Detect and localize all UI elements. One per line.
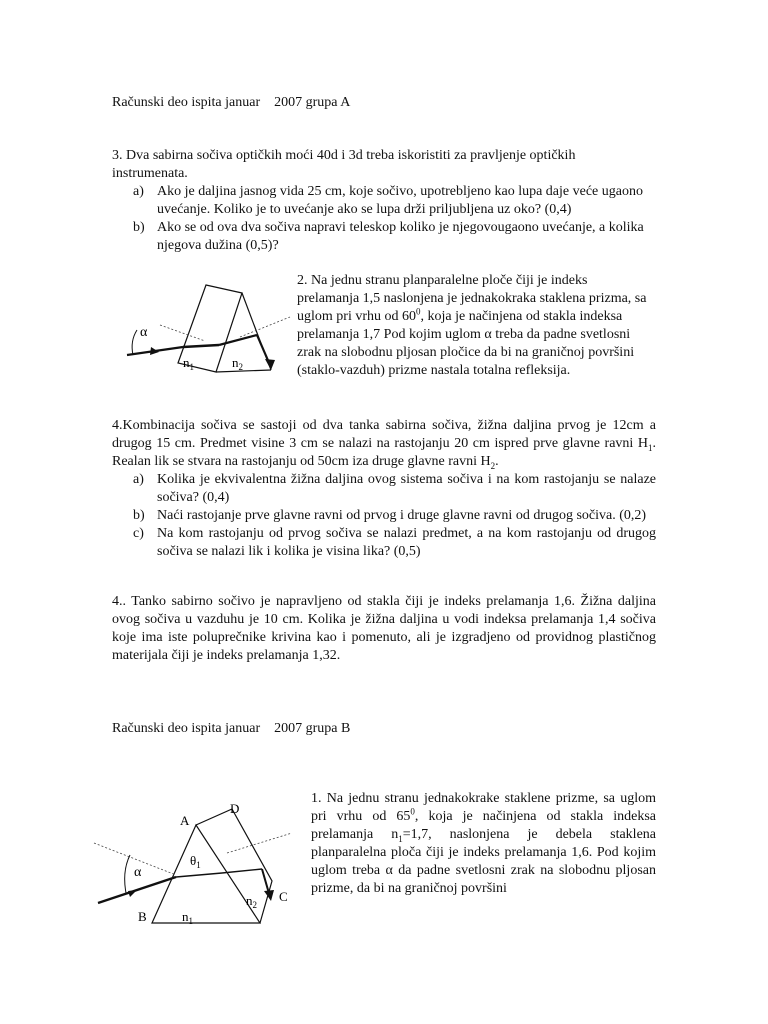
prism-base [216, 370, 271, 372]
item-marker: a) [133, 472, 144, 487]
n1-label: $n_1$ [183, 355, 194, 372]
ray-arrow [128, 890, 137, 897]
problem-3 [112, 147, 652, 255]
refracted-ray-2 [222, 869, 262, 873]
problem-2-text: 2. Na jednu stranu planparalelne ploče čiji je indeks prelamanja 1,5 naslonjena je jednakokraka staklena prizma, sa uglom pri vrhu od $60^0$, koja je načinjena od stakla indeksa prelamanja 1,7 Pod kojim uglom α treba da padne svetlosni zrak na slobodnu pljosan pločice da bi na graničnoj površini (staklo-vazduh) prizme nastala totalna refleksija. [297, 273, 647, 378]
alpha-label: α [134, 865, 142, 880]
n2-label: $n_2$ [246, 893, 257, 910]
prism-plate-figure-2 [92, 793, 302, 933]
slab-outline [196, 809, 272, 923]
vertex-label-c: C [279, 889, 288, 904]
item-marker: b) [133, 220, 145, 235]
problem-3-items [112, 183, 652, 255]
vertex-label-a: A [180, 813, 190, 828]
problem-4-item-c [112, 525, 656, 561]
problem-4-item-b [112, 507, 656, 525]
item-marker: a) [133, 184, 144, 199]
problem-4-thin-lens [112, 593, 656, 665]
heading-group-a: Računski deo ispita januar 2007 grupa A [112, 95, 351, 110]
problem-3-item-a [112, 183, 652, 219]
item-marker: b) [133, 508, 145, 523]
normal-line [160, 325, 205, 341]
refracted-ray [183, 345, 219, 347]
problem-1-group-b [311, 790, 656, 898]
normal-line-2 [240, 317, 290, 337]
angle-arc [132, 330, 137, 355]
prism-plate-figure-1 [125, 275, 295, 387]
normal-line-2 [227, 833, 292, 853]
problem-3-intro: 3. Dva sabirna sočiva optičkih moći 40d i 3d treba iskoristiti za pravljenje optičkih instrumenata. [112, 148, 576, 181]
refracted-ray-2 [219, 335, 257, 345]
ray-arrow-head [264, 890, 274, 901]
refracted-ray [176, 873, 222, 877]
theta-label: $\theta_1$ [190, 853, 201, 870]
problem-4-intro: 4.Kombinacija sočiva se sastoji od dva tanka sabirna sočiva, žižna daljina prvog je 12cm a drugog 15 cm. Predmet visine 3 cm se nalazi na rastojanju 20 cm ispred prve glavne ravni $H_1$. Realan lik se stvara na rastojanju od 50cm iza druge glavne ravni $H_2$. [112, 418, 656, 471]
vertex-label-b: B [138, 909, 147, 924]
item-marker: c) [133, 526, 144, 541]
problem-4b-text: 4.. Tanko sabirno sočivo je napravljeno od stakla čiji je indeks prelamanja 1,6. Žižna daljina ovog sočiva u vazduhu je 10 cm. Kolika je žižna daljina u vodi indeksa prelamanja 1,4 sočiva koje ima iste poluprečnike krivina kao i pomenuto, ali je izgradjeno od providnog plastičnog materijala čiji je indeks prelamanja 1,32. [112, 594, 656, 663]
vertex-label-d: D [230, 801, 240, 816]
item-text: Ako je daljina jasnog vida 25 cm, koje sočivo, upotrebljeno kao lupa daje veće ugaono uvećanje. Koliko je to uvećanje ako se lupa drži priljubljena uz oko? (0,4) [157, 184, 643, 217]
heading-group-b: Računski deo ispita januar 2007 grupa B [112, 721, 351, 736]
item-text: Ako se od ova dva sočiva napravi teleskop koliko je njegovougaono uvećanje, a kolika njegova dužina (0,5)? [157, 220, 644, 253]
problem-1b-text: 1. Na jednu stranu jednakokrake staklene prizme, sa uglom pri vrhu od $65^0$, koja je načinjena od stakla indeksa prelamanja $n_1=1,7$, naslonjena je debela staklena planparalelna ploča čiji je indeks prelamanja 1,6. Pod kojim uglom treba α da padne svetlosni zrak na slobodnu pljosan prizme, da bi na graničnoj površini [311, 791, 656, 896]
item-text: Naći rastojanje prve glavne ravni od prvog i druge glavne ravni od drugog sočiva. (0,2) [157, 508, 647, 523]
problem-3-item-b [112, 219, 652, 255]
problem-4-lens-combination [112, 417, 656, 561]
problem-4-items [112, 471, 656, 561]
angle-arc [125, 855, 130, 893]
problem-4-item-a [112, 471, 656, 507]
item-text: Kolika je ekvivalentna žižna daljina ovog sistema sočiva i na kom rastojanju se nalaze sočiva? (0,4) [157, 472, 656, 505]
n2-label: $n_2$ [232, 355, 243, 372]
problem-2 [297, 272, 653, 380]
n1-label: $n_1$ [182, 909, 193, 926]
alpha-label: α [140, 325, 148, 340]
item-text: Na kom rastojanju od prvog sočiva se nalazi predmet, a na kom rastojanju od drugog sočiva se nalazi lik i kolika je visina lika? (0,5) [157, 526, 656, 559]
